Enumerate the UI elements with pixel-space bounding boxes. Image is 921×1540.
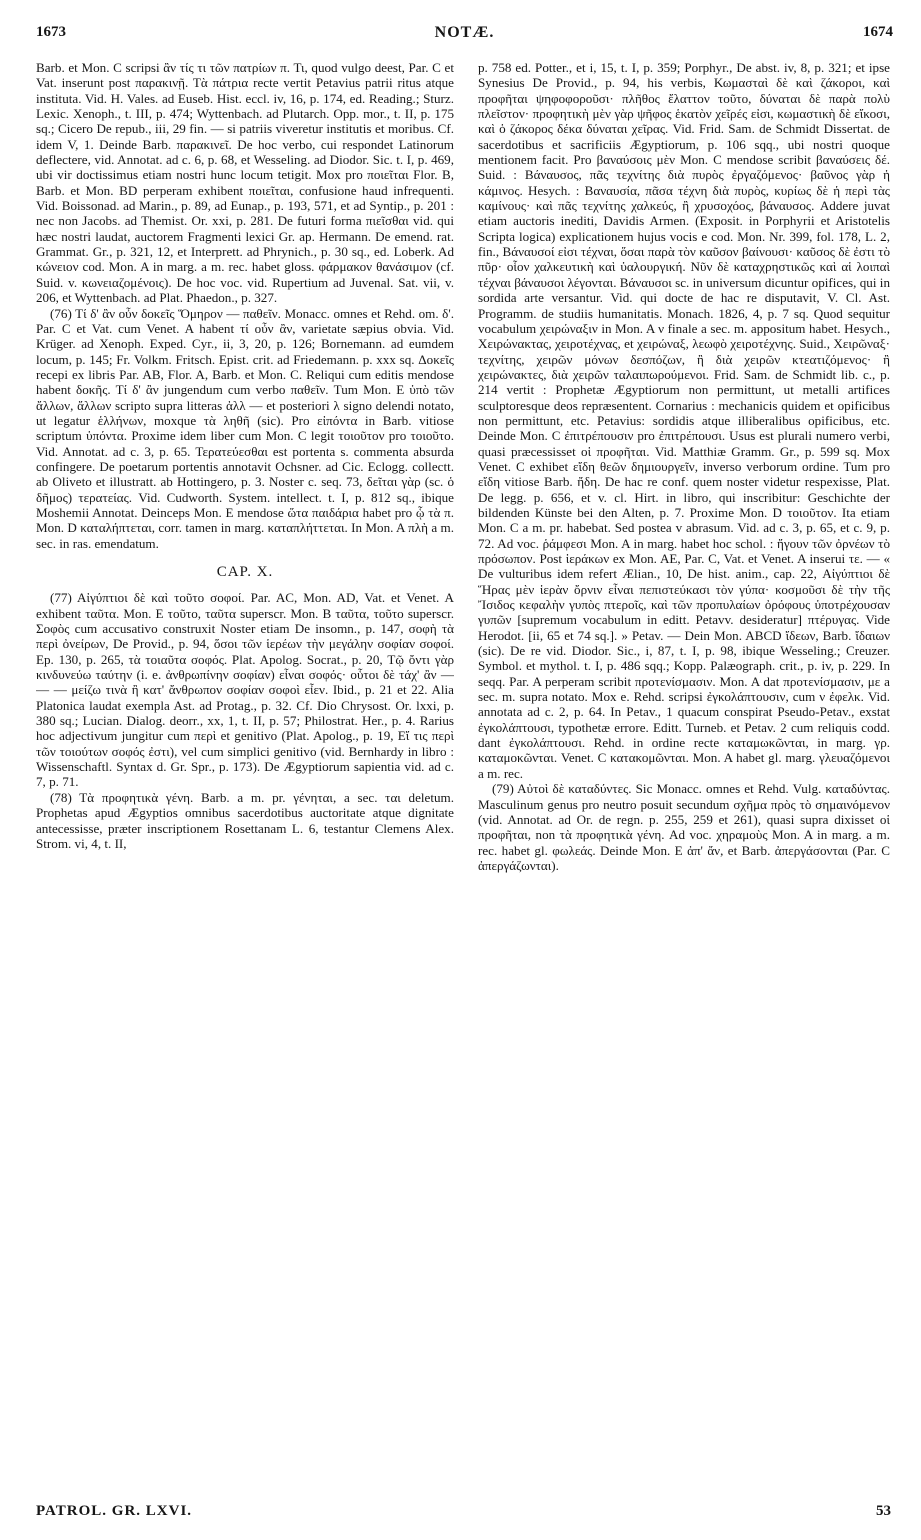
note-78: (78) Τὰ προφητικὰ γένη. Barb. a m. pr. γένηται, a sec. ται deletum. Prophetas apud Ægyptios omnibus sacerdotibus auctoritate atque dignitate antecessisse, præter inscriptionem Rosettanam L. 6, testantur Clemens Alex. Strom. vi, 4, t. II, xyxy=(36,789,454,851)
note-paragraph-continuation: Barb. et Mon. C scripsi ἂν τίς τι τῶν πατρίων π. Τι, quod vulgo deest, Par. C et Vat. inserunt post παρακινῇ. Τὰ πάτρια recte vertit Petavius patrii ritus atque instituta. Vid. H. Vales. ad Euseb. Hist. eccl. iv, 16, p. 174, ed. Reading.; Sturz. Lexic. Xenoph., t. III, p. 474; Wyttenbach. ad Plutarch. Opp. mor., t. II, p. 175 sq.; Cicero De repub., iii, 29 fin. — si patriis viveretur institutis et moribus. Cf. idem V, 1. Deinde Barb. παρακινεῖ. De hoc verbo, cui respondet Latinorum deflectere, vid. Annotat. ad c. 6, p. 68, et Wesseling. ad Diodor. Sic. t. I, p. 469, ubi vir doctissimus etiam nostri hunc locum tetigit. Mox pro ποιεῖται Flor. B, Barb. et Mon. BD perperam exhibent ποιεῖται, confusione haud infrequenti. Vid. Boissonad. ad Marin., p. 89, ad Eunap., p. 193, 571, et ad Syntip., p. 201 : nec non Jacobs. ad Themist. Or. xxi, p. 281. De futuri forma πιεῖσθαι vid. qui hæc nostri laudat, auctorem Fragmenti lexici Gr. ap. Hermann. De emend. rat. Grammat. Gr., p. 321, 12, et Interprett. ad Phrynich., p. 30 sq., ed. Loberk. Ad κώνειον cod. Mon. A in marg. a m. rec. habet gloss. φάρμακον θανάσιμον (cf. Suid. v. κωνειαζομένοις). De hoc voc. vid. Rupertium ad Juvenal. Sat. vii, v. 206, et Wyttenbach. ad Plat. Phaedon., p. 327. xyxy=(36,60,454,306)
page-footer xyxy=(36,1503,891,1527)
sheet-number: 53 xyxy=(876,1503,891,1519)
page-header xyxy=(36,24,893,46)
page-number-left: 1673 xyxy=(36,24,66,40)
chapter-heading: CAP. X. xyxy=(216,564,274,580)
left-column xyxy=(36,60,454,1495)
note-79: (79) Αὐτοὶ δὲ καταδύντες. Sic Monacc. omnes et Rehd. Vulg. καταδύντας. Masculinum genus pro neutro posuit secundum σχῆμα πρὸς τὸ σημαινόμενον (vid. Annotat. ad Or. de regn. p. 255, 259 et 261), quasi supra dixisset οἱ προφῆται, non τὰ προφητικὰ γένη. Ad voc. χηραμοὺς Mon. A in marg. a m. rec. habet gl. φωλεάς. Deinde Mon. E ἀπ' ἄν, et Barb. ἀπεργάσονται (Par. C ἀπεργάζωνται). xyxy=(478,781,890,873)
footer-signature: PATROL. GR. LXVI. xyxy=(36,1503,193,1519)
page-number-right: 1674 xyxy=(863,24,893,40)
right-column xyxy=(478,60,890,1495)
running-title: NOTÆ. xyxy=(434,24,495,41)
note-76: (76) Τί δ' ἂν οὖν δοκεῖς Ὅμηρον — παθεῖν. Monacc. omnes et Rehd. om. δ'. Par. C et Vat. cum Venet. A habent τί οὖν ἂν, varietate sæpius obvia. Vid. Krüger. ad Xenoph. Exped. Cyr., ii, 3, 20, p. 126; Bornemann. ad eumdem locum, p. 145; Fr. Volkm. Fritsch. Epist. crit. ad Friedemann. p. xxx sq. Δοκεῖς recepi ex libris Par. AB, Flor. A, Barb. et Mon. C. Reliqui cum editis mendose habent δοκῆς. Τί δ' ἂν jungendum cum verbo παθεῖν. Tum Mon. E ὑπὸ τῶν ἄλλων, ἄλλων scripto supra litteras ἀλλ — et posteriori λ signo delendi notato, ut legatur ἑλλήνων, moxque τὰ ληθῆ (sic). Pro εἰπόντα in Barb. vitiose scriptum ὑπόντα. Proxime idem liber cum Mon. C legit τοιοῦτον pro τοιοῦτο. Vid. Annotat. ad c. 3, p. 65. Τερατεύεσθαι est portenta s. commenta absurda confingere. De poetarum portentis annotavit Ochsner. ad Cic. Eclogg. collectt. ab Oliveto et illustratt. ab Hottingero, p. 3. Noster c. seq. 73, δεῖται γὰρ (sc. ὁ δῆμος) τερατείας. Vid. Cudworth. System. intellect. t. I, p. 812 sq., ibique Moshemii Annotat. Deinceps Mon. E mendose ὥτα παιδάρια habet pro ᾧ τὰ π. Mon. D καταλήπτεται, corr. tamen in marg. καταπλήττεται. In Mon. A πλὴ a m. sec. in ras. emendatum. xyxy=(36,305,454,551)
note-77: (77) Αἰγύπτιοι δὲ καὶ τοῦτο σοφοί. Par. AC, Mon. AD, Vat. et Venet. A exhibent ταῦτα. Mon. E τοῦτο, ταῦτα superscr. Mon. B ταῦτα, τοῦτο superscr. Σοφὸς cum accusativo construxit Noster etiam De insomn., p. 147, σοφὴ τὰ περὶ ὀνείρων, De Provid., p. 94, ὅσοι τῶν ἱερέων τὴν μεγάλην σοφίαν σοφοί. Ep. 130, p. 265, τὰ τοιαῦτα σοφός. Plat. Apolog. Socrat., p. 20, Τῷ ὄντι γὰρ κινδυνεύω ταύτην (i. e. ἀνθρωπίνην σοφίαν) εἶναι σοφός· οὗτοι δὲ τάχ' ἂν — — — μείζω τινὰ ἢ κατ' ἄνθρωπον σοφίαν σοφοὶ εἶεν. Ibid., p. 21 et 22. Alia Platonica laudat exempla Ast. ad Protag., p. 32. Cf. Dio Chrysost. Or. lxxi, p. 380 sq.; Lucian. Dialog. deorr., xx, 1, t. II, p. 57; Philostrat. Her., p. 4. Rarius hoc adjectivum jungitur cum περὶ et genitivo (Plat. Apolog., p. 19, Εἴ τις περὶ τῶν τοιούτων σοφός ἐστι), vel cum simplici genitivo (vid. Bernhardy in libro : Wissenschaftl. Syntax d. Gr. Spr., p. 173). De Ægyptiorum sapientia vid. ad c. 7, p. 71. xyxy=(36,590,454,790)
note-78-continuation: p. 758 ed. Potter., et i, 15, t. I, p. 359; Porphyr., De abst. iv, 8, p. 321; et ipse Synesius De Provid., p. 94, his verbis, Κωμασταὶ δὲ καὶ ζάκοροι, καὶ προφῆται ψηφοφοροῦσι· πλῆθος ἔλαττον τοῦτο, δύναται δὲ παρὰ πολὺ πλεῖστον· προφητικὴ μὲν γὰρ ψῆφος ἑκατὸν χεῖρές εἰσι, κωμαστικὴ δὲ εἴκοσι, καὶ ὁ ζάκορος δέκα δύναται χεῖρας. Vid. Frid. Sam. de Schmidt Dissertat. de sacerdotibus et sacrificiis Ægyptiorum, p. 106 sqq., ubi nostri quoque mentionem facit. Pro βαναύσοις μὲν Mon. C mendose scribit βαναύσεις δέ. Suid. : Βάναυσος, πᾶς τεχνίτης διὰ πυρὸς ἐργαζόμενος· βαῦνος γὰρ ἡ κάμινος. Hesych. : Βαναυσία, πᾶσα τέχνη διὰ πυρὸς, κυρίως δὲ ἡ περὶ τὰς καμίνους· καὶ πᾶς τεχνίτης χαλκεύς, ἢ χρυσοχόος, βάναυσος. Addere juvat etiam auctoris inediti, Davidis Armen. (Exposit. in Porphyrii et Aristotelis Scripta logica) explicationem hujus vocis e cod. Mon. Nr. 399, fol. 178, L. 2, fin., Βάναυσοί εἰσι τέχναι, ὅσαι παρὰ τὸν καῦσον βαίνουσι· καῦσος δὲ ἐστι τὸ πῦρ· οἷον χαλκευτικὴ καὶ ὑαλουργική. Νῦν δὲ καταχρηστικῶς καὶ αἱ λοιπαὶ τέχναι βάναυσοι λέγονται. Βάναυσοι sc. in universum dicuntur opifices, qui in sordida arte versantur. Vid. qui docte de hac re disputavit, V. Cl. Ast. Programm. de studiis humanitatis. Monach. 1826, 4, p. 7 sq. Quod sequitur vocabulum χειρώναξιν in Mon. A ν finale a sec. m. appositum habet. Hesych., Χειρώνακτας, χειροτέχνας, et χειρώναξ, λεωφὸ χειροτέχνης. Suid., Χειρῶναξ· τεχνίτης, χειρῶν μόνων δεσπόζων, ἢ διὰ χειρῶν κτεατιζόμενος· ἢ χειρώνακτες, διὰ χειρῶν ταλαιπωρούμενοι. Frid. Sam. de Schmidt lib. c., p. 214 vertit : Prophetæ Ægyptiorum non permittunt, ut metalli artifices sculptoresque deos repræsentent. Cornarius : mechanicis quidem et opificibus non permittunt, etc. Petavius: sordidis atque illiberalibus opificibus, etc. Deinde Mon. C ἐπιτρέπουσιν pro ἐπιτρέπουσι. Usus est plurali numero verbi, quasi præcessisset οἱ προφῆται. Vid. Matthiæ Gramm. Gr., p. 599 sq. Mox Venet. C exhibet εἴδη θεῶν δημιουργεῖν, inverso verborum ordine. Tum pro εἴδη vitiose Barb. ἤδη. De hac re conf. quem noster videtur respexisse, Plat. De legg. p. 656, et v. cl. Hirt. in libro, qui inscribitur: Geschichte der bildenden Künste bei den Alten, p. 7. Proxime Mon. D τοιοῦτον. Ita etiam Mon. C a m. pr. habebat. Sed postea v abrasum. Vid. ad c. 3, p. 65, et c. 9, p. 72. Ad voc. ῥάμφεσι Mon. A in marg. habet hoc schol. : ἤγουν τῶν ὀρνέων τὸ πρόσωπον. Post ἱεράκων ex Mon. AE, Par. C, Vat. et Venet. A inserui τε. — « De vulturibus idem refert Ælian., 10, De hist. anim., cap. 22, Αἰγύπτιοι δὲ Ἥρας μὲν ἱερὰν ὄρνιν εἶναι πεπιστεύκασι τὸν γύπα· κοσμοῦσι δὲ τὴν τῆς Ἴσιδος κεφαλὴν γυπὸς πτεροῖς, καὶ τῶν προπυλαίων ὀρόφους ὑποτρέχουσαν γυπῶν [supremum vocabulum in editt. Petavv. desideratur] πτέρυγας. Vide Herodot. [ii, 65 et 74 sq.]. » Petav. — Dein Mon. ABCD ἴδεων, Barb. ἴδαιων (sic). De re vid. Diodor. Sic., i, 87, t. I, p. 98, ibique Wesseling.; Creuzer. Symbol. et mythol. t. I, p. 486 sqq.; Kopp. Palæograph. crit., p. iv, p. 229. In seqq. Par. A perperam scribit προτενίσμασιν. Mon. A dat προτενίσμασιν, με a sec. m. supra notato. Mox e. Rehd. scripsi ἐγκολάπτουσιν, cum ν ἐφελκ. Vid. annotata ad c. 2, p. 64. In Petav., 1 quacum conspirat Pseudo-Petav., exstat ἐγκολάπτουσι, typothetæ errore. Editt. Turneb. et Petav. 2 cum reliquis codd. dant ἐγκολάπτουσι. Rehd. in ordine recte καταμωκῶνται, in marg. γρ. καταμοκῶνται. Venet. C κατακομῶνται. Mon. A habet gl. marg. γλευαζόμενοι a m. rec. xyxy=(478,60,890,781)
